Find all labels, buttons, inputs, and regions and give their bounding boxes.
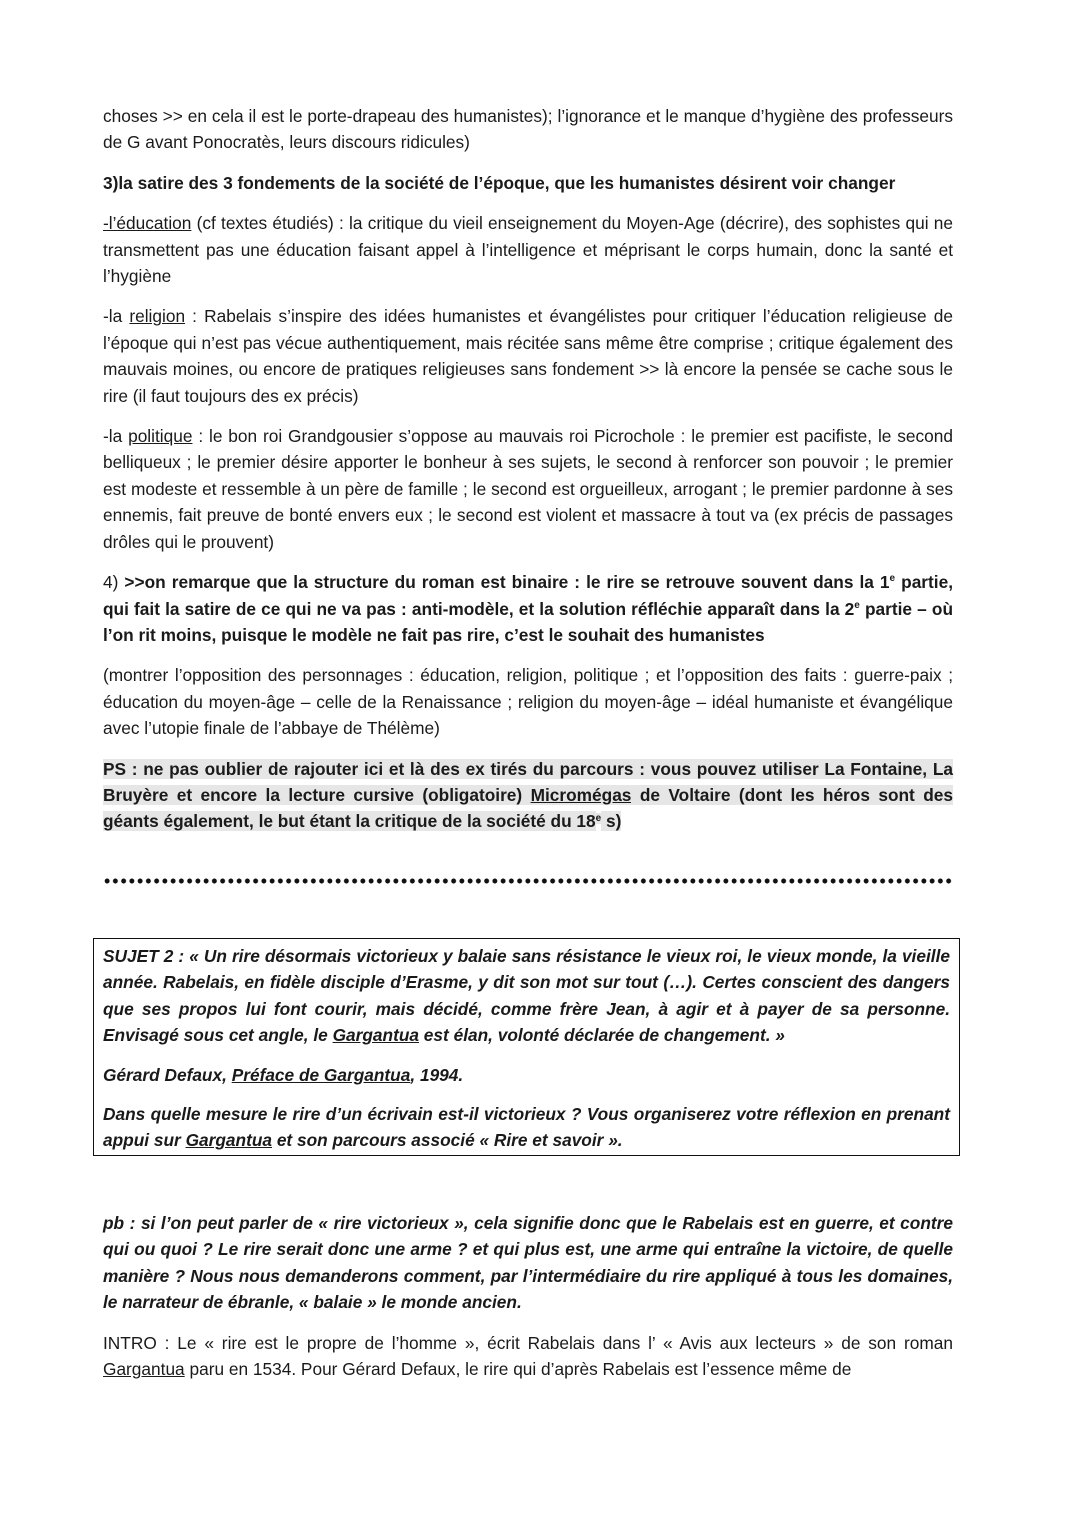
keyword-micromegas: Micromégas bbox=[530, 784, 632, 805]
ps-text-a: PS : ne pas oublier de rajouter ici et là des ex tirés du parcours : vous pouvez utiliser La Fontaine, La Bruyère et encore la lecture cursive (obligatoire) bbox=[103, 758, 953, 805]
section-heading-3: 3)la satire des 3 fondements de la société de l’époque, que les humanistes désirent voir changer bbox=[103, 172, 896, 193]
citation-source: Préface de Gargantua bbox=[231, 1064, 411, 1085]
keyword-religion: religion bbox=[129, 306, 186, 327]
analysis-section bbox=[103, 1210, 953, 1382]
dotted-separator bbox=[103, 877, 954, 885]
structure-text-a: >>on remarque que la structure du roman est binaire : le rire se retrouve souvent dans la 1 bbox=[124, 572, 890, 593]
keyword-education: -l’éducation bbox=[103, 213, 192, 234]
subject-citation bbox=[103, 1062, 950, 1088]
ps-text-c: s) bbox=[601, 811, 622, 832]
politics-prefix: -la bbox=[103, 426, 129, 447]
paragraph-education bbox=[103, 210, 953, 289]
religion-text: : Rabelais s’inspire des idées humanistes et évangélistes pour critiquer l’éducation religieuse de l’époque qui n’est pas vécue authentiquement, mais récitée sans même être comprise ; critique également des mauvais moines, ou encore de pratiques religieuses sans fondement >> là encore la pensée se cache sous le rire (il faut toujours des ex précis) bbox=[103, 306, 953, 406]
structure-text-b: partie, qui fait la satire de ce qui ne va pas : anti-modèle, et la solution réfléchie apparaît dans la 2 bbox=[103, 572, 953, 619]
paragraph-continuation: choses >> en cela il est le porte-drapeau des humanistes); l’ignorance et le manque d’hygiène des professeurs de G avant Ponocratès, leurs discours ridicules) bbox=[103, 106, 953, 153]
paragraph-ps bbox=[103, 756, 953, 835]
superscript-e: e bbox=[595, 812, 602, 824]
ps-text-b: de Voltaire (dont les héros sont des géants également, le but étant la critique de la société du 18 bbox=[103, 784, 953, 832]
citation-author: Gérard Defaux, bbox=[103, 1064, 232, 1085]
document-body bbox=[103, 103, 953, 835]
structure-number: 4) bbox=[103, 572, 125, 593]
politics-text: : le bon roi Grandgousier s’oppose au mauvais roi Picrochole : le premier est pacifiste, le second belliqueux ; le premier désire apporter le bonheur à ses sujets, le second à renforcer son pouvoir ; le premier est modeste et ressemble à un père de famille ; le second est orgueilleux, arrogant ; le premier pardonne à ses ennemis, fait preuve de bonté envers eux ; le second est violent et massacre à tout va (ex précis de passages drôles qui le prouvent) bbox=[103, 426, 953, 552]
subject-label: SUJET 2 : bbox=[103, 946, 190, 966]
quote-text-b: est élan, volonté déclarée de changement. » bbox=[419, 1025, 785, 1046]
keyword-gargantua: Gargantua bbox=[103, 1359, 185, 1380]
superscript-e: e bbox=[889, 573, 896, 585]
intro-paragraph bbox=[103, 1330, 953, 1383]
problematic-paragraph: pb : si l’on peut parler de « rire victorieux », cela signifie donc que le Rabelais est en guerre, et contre qui ou quoi ? Le rire serait donc une arme ? et qui plus est, une arme qui entraîne la victoire, de quelle manière ? Nous nous demanderons comment, par l’intermédiaire du rire appliqué à tous les domaines, le narrateur de ébranle, « balaie » le monde ancien. bbox=[103, 1213, 953, 1313]
keyword-gargantua: Gargantua bbox=[332, 1025, 419, 1046]
education-text: (cf textes étudiés) : la critique du vieil enseignement du Moyen-Age (décrire), des sophistes qui ne transmettent pas une éducation faisant appel à l’intelligence et méprisant le corps humain, donc la santé et l’hygiène bbox=[103, 213, 953, 287]
keyword-politics: politique bbox=[128, 426, 193, 447]
intro-text-a: INTRO : Le « rire est le propre de l’homme », écrit Rabelais dans l’ « Avis aux lecteurs » de son roman bbox=[103, 1332, 953, 1353]
subject-quote bbox=[103, 943, 950, 1049]
subject-question bbox=[103, 1101, 950, 1154]
paragraph-structure bbox=[103, 569, 953, 648]
paragraph-politics bbox=[103, 423, 953, 555]
paragraph-religion bbox=[103, 303, 953, 409]
question-text-a: Dans quelle mesure le rire d’un écrivain est-il victorieux ? Vous organiserez votre réflexion en prenant appui sur bbox=[103, 1104, 950, 1151]
citation-year: , 1994. bbox=[410, 1064, 464, 1085]
question-text-b: et son parcours associé « Rire et savoir ». bbox=[272, 1130, 623, 1151]
paragraph-oppositions: (montrer l’opposition des personnages : éducation, religion, politique ; et l’opposition des faits : guerre-paix ; éducation du moyen-âge – celle de la Renaissance ; religion du moyen-âge – idéal humaniste et évangélique avec l’utopie finale de l’abbaye de Thélème) bbox=[103, 665, 953, 739]
structure-text-c: partie – où l’on rit moins, puisque le modèle ne fait pas rire, c’est le souhait des humanistes bbox=[103, 598, 954, 645]
intro-text-b: paru en 1534. Pour Gérard Defaux, le rire qui d’après Rabelais est l’essence même de bbox=[184, 1359, 852, 1380]
keyword-gargantua: Gargantua bbox=[185, 1130, 273, 1151]
quote-text-a: « Un rire désormais victorieux y balaie sans résistance le vieux roi, le vieux monde, la vieille année. Rabelais, en fidèle disciple d’Erasme, y dit son mot sur tout (…). Certes conscient des dangers que ses propos lui font courir, mais décidé, comme frère Jean, à agir et à payer de sa personne. Envisagé sous cet angle, le bbox=[103, 946, 950, 1046]
subject-box bbox=[93, 938, 960, 1156]
religion-prefix: -la bbox=[103, 306, 130, 327]
superscript-e: e bbox=[854, 599, 860, 611]
